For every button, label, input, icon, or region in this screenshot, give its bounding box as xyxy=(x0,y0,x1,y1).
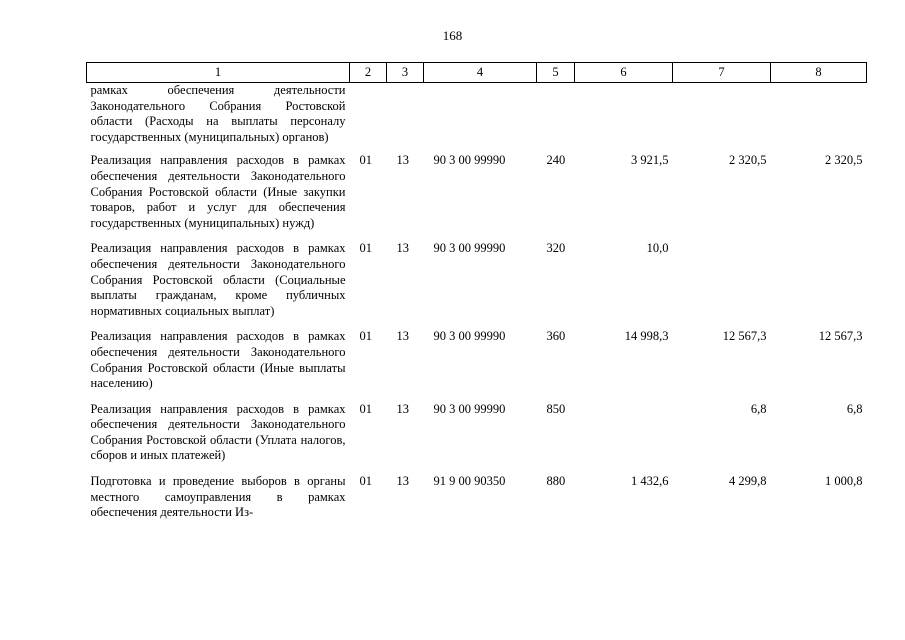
row-description: Реализация направления расходов в рамках обеспечения деятельности Законодательного Собрания Ростовской области (Иные закупки товаров, работ и услуг для обеспечения государственных (муниципальных) нужд) xyxy=(90,153,346,230)
row-description: Реализация направления расходов в рамках обеспечения деятельности Законодательного Собрания Ростовской области (Уплата налогов, сборов и иных платежей) xyxy=(90,401,346,463)
row-section: 01 xyxy=(359,401,372,416)
row-amount-col8: 6,8 xyxy=(846,401,863,416)
table-row xyxy=(87,83,867,154)
row-amount-col6: 14 998,3 xyxy=(624,329,669,344)
row-description: Подготовка и проведение выборов в органы местного самоуправления в рамках обеспечения деятельности Из- xyxy=(90,474,346,520)
row-amount-col7: 2 320,5 xyxy=(729,153,767,168)
page-number: 168 xyxy=(442,28,463,43)
row-amount-col8 xyxy=(771,241,867,329)
column-header-4: 4 xyxy=(424,63,537,83)
table-row xyxy=(87,329,867,401)
row-expense-type: 850 xyxy=(546,401,566,416)
row-amount-col8 xyxy=(771,83,867,154)
row-target-code xyxy=(424,83,537,154)
column-header-2: 2 xyxy=(350,63,387,83)
row-description: рамках обеспечения деятельности Законодательного Собрания Ростовской области (Расходы на выплаты персоналу государственных (муниципальных) органов) xyxy=(90,83,346,144)
row-amount-col7: 12 567,3 xyxy=(722,329,767,344)
row-expense-type: 240 xyxy=(546,153,566,168)
row-subsection: 13 xyxy=(396,474,409,489)
column-header-5: 5 xyxy=(537,63,575,83)
row-target-code: 90 3 00 99990 xyxy=(433,241,506,256)
header-row xyxy=(87,63,867,83)
row-amount-col6: 3 921,5 xyxy=(631,153,669,168)
row-section xyxy=(350,83,387,154)
row-subsection: 13 xyxy=(396,153,409,168)
column-header-3: 3 xyxy=(387,63,424,83)
budget-table xyxy=(86,62,867,531)
row-amount-col6: 10,0 xyxy=(646,241,669,256)
column-header-8: 8 xyxy=(771,63,867,83)
row-expense-type xyxy=(537,83,575,154)
row-subsection xyxy=(387,83,424,154)
row-amount-col7 xyxy=(673,83,771,154)
row-section: 01 xyxy=(359,241,372,256)
column-header-1: 1 xyxy=(87,63,350,83)
row-target-code: 91 9 00 90350 xyxy=(433,474,506,489)
row-amount-col8: 2 320,5 xyxy=(825,153,863,168)
row-amount-col6 xyxy=(575,402,673,474)
row-description: Реализация направления расходов в рамках обеспечения деятельности Законодательного Собрания Ростовской области (Социальные выплаты гражданам, кроме публичных нормативных социальных выплат) xyxy=(90,241,346,318)
table-row xyxy=(87,402,867,474)
budget-table-container xyxy=(86,62,866,531)
row-amount-col7: 6,8 xyxy=(750,401,767,416)
row-expense-type: 320 xyxy=(546,241,566,256)
row-target-code: 90 3 00 99990 xyxy=(433,401,506,416)
column-header-6: 6 xyxy=(575,63,673,83)
row-expense-type: 360 xyxy=(546,329,566,344)
row-expense-type: 880 xyxy=(546,474,566,489)
row-amount-col6: 1 432,6 xyxy=(631,474,669,489)
row-section: 01 xyxy=(359,329,372,344)
row-subsection: 13 xyxy=(396,401,409,416)
row-description: Реализация направления расходов в рамках обеспечения деятельности Законодательного Собрания Ростовской области (Иные выплаты населению) xyxy=(90,329,346,391)
row-section: 01 xyxy=(359,153,372,168)
row-subsection: 13 xyxy=(396,241,409,256)
column-header-7: 7 xyxy=(673,63,771,83)
row-amount-col7: 4 299,8 xyxy=(729,474,767,489)
row-amount-col8: 12 567,3 xyxy=(818,329,863,344)
row-section: 01 xyxy=(359,474,372,489)
row-amount-col6 xyxy=(575,83,673,154)
row-target-code: 90 3 00 99990 xyxy=(433,329,506,344)
row-amount-col8: 1 000,8 xyxy=(825,474,863,489)
table-row xyxy=(87,241,867,329)
row-amount-col7 xyxy=(673,241,771,329)
row-target-code: 90 3 00 99990 xyxy=(433,153,506,168)
table-row xyxy=(87,153,867,241)
table-row xyxy=(87,474,867,531)
row-subsection: 13 xyxy=(396,329,409,344)
